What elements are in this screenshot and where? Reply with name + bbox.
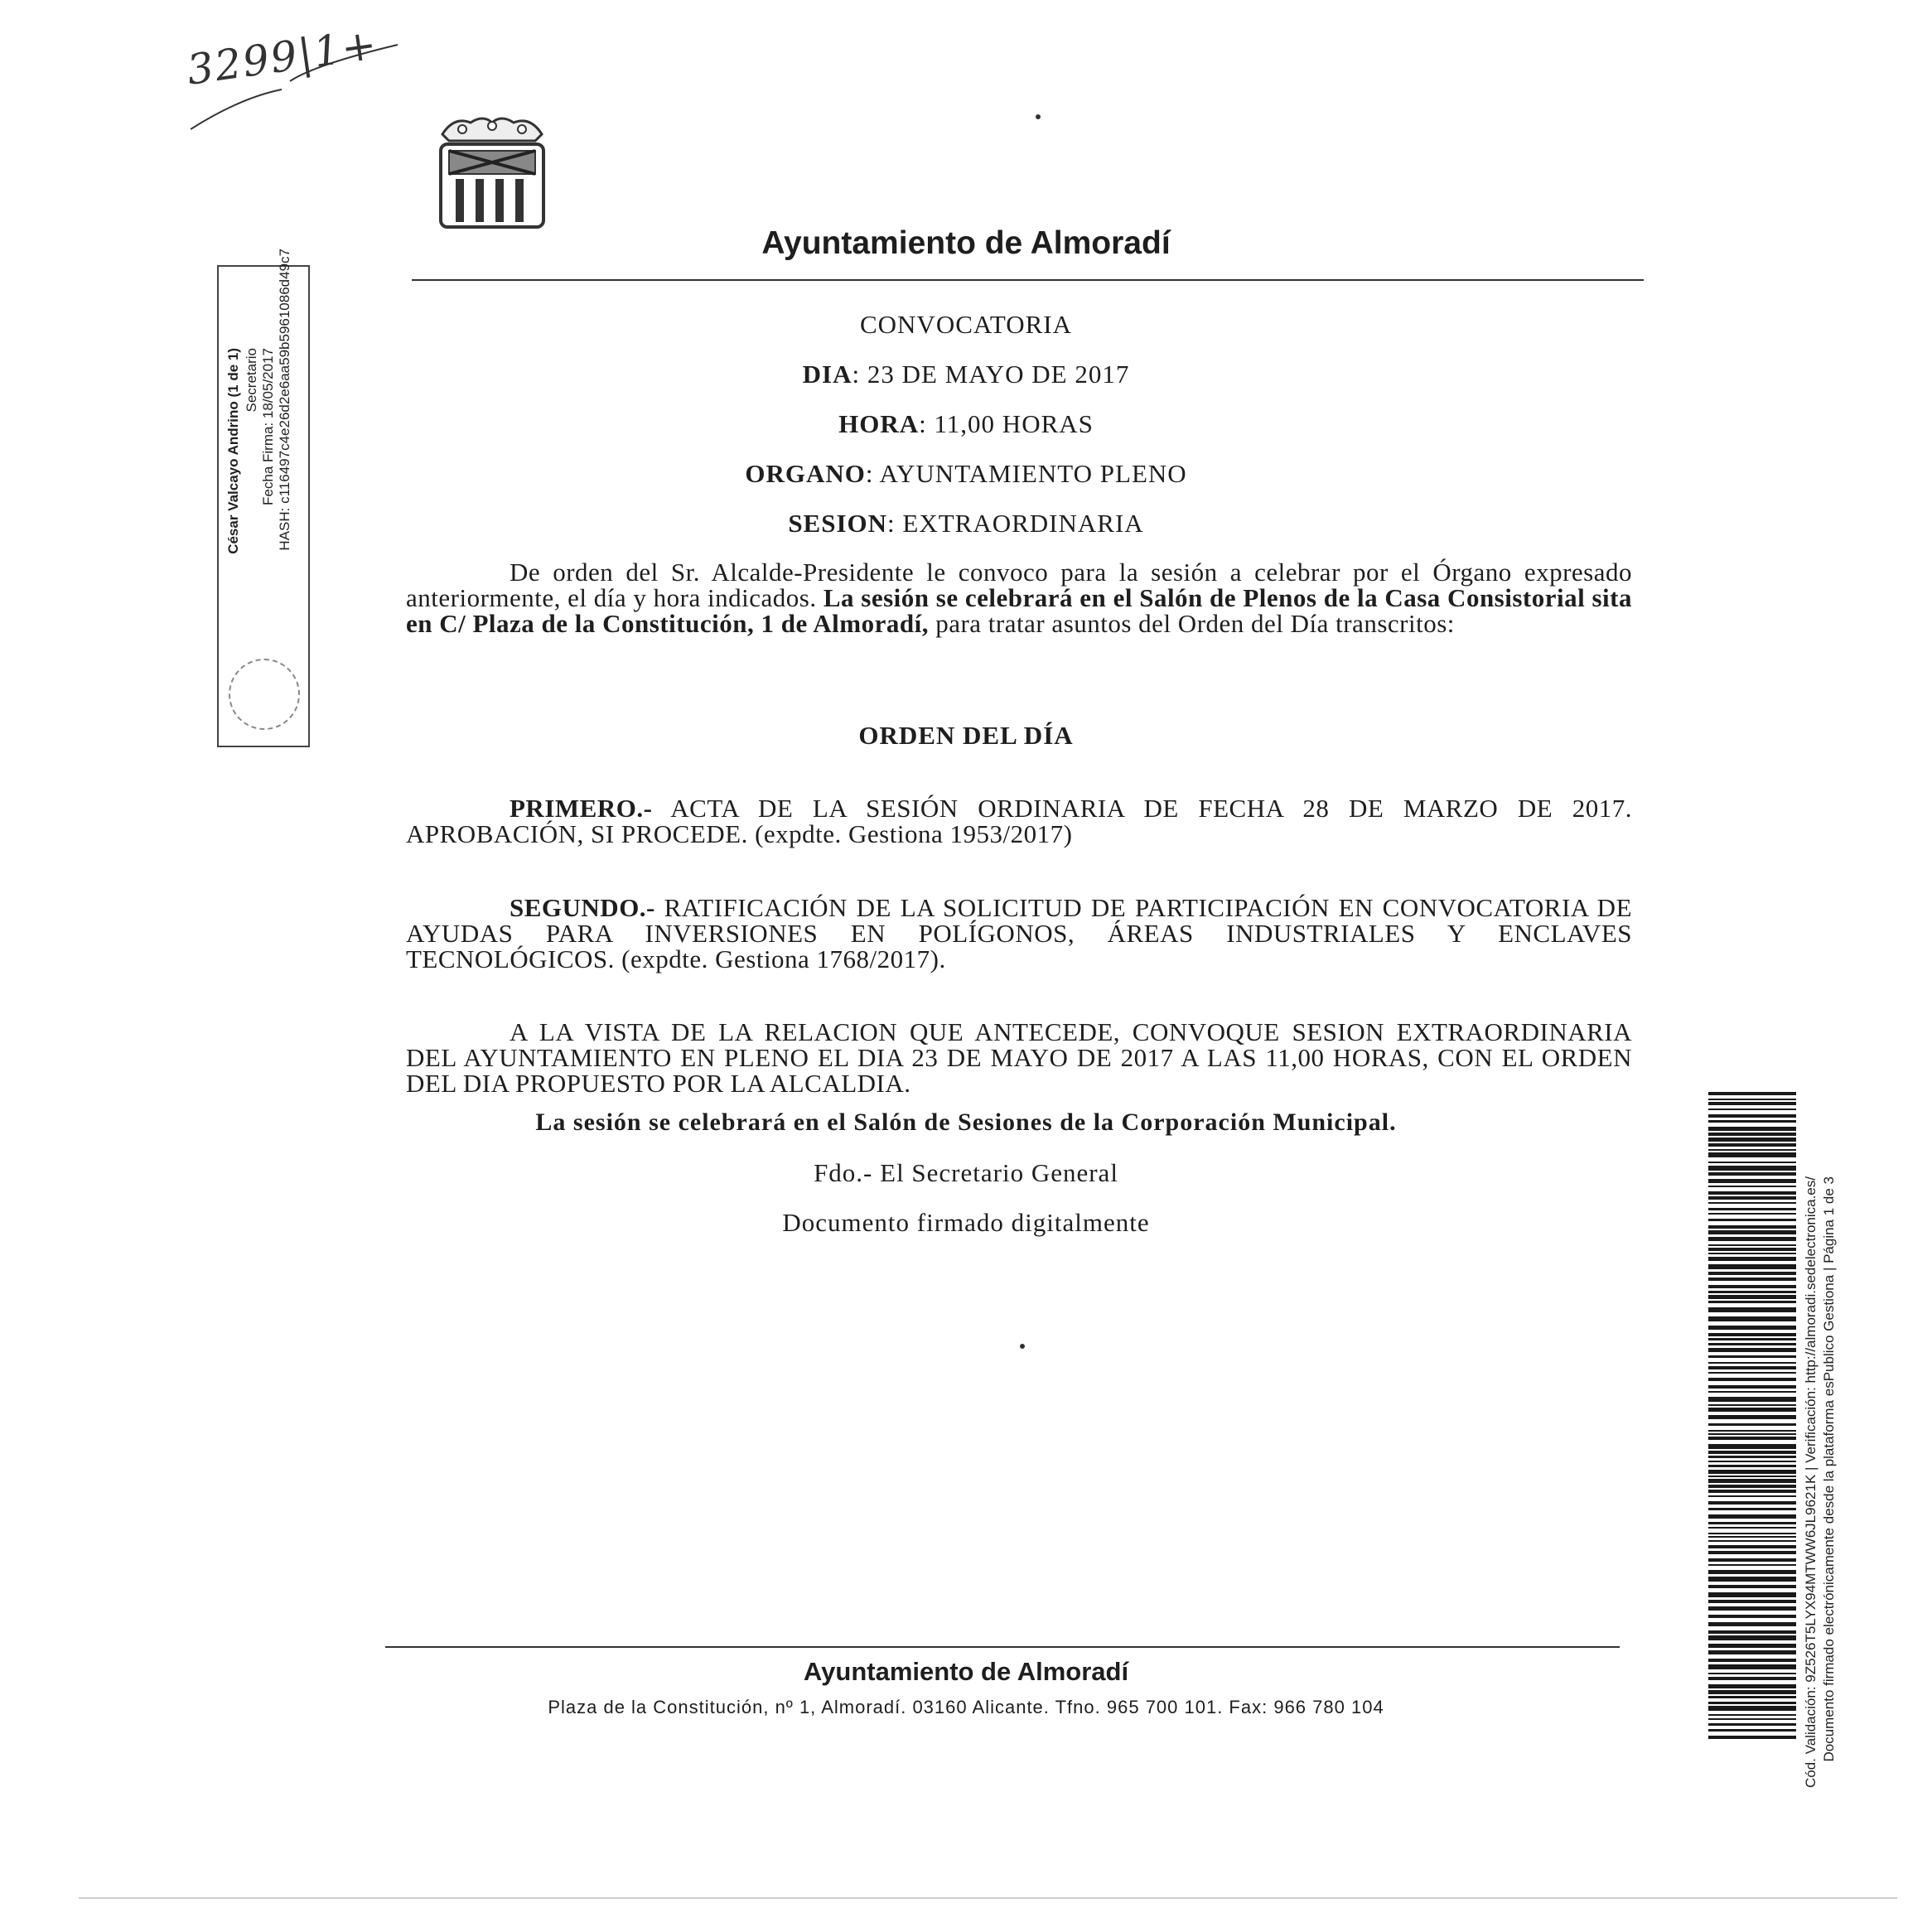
barcode-bar: [1708, 1430, 1796, 1432]
barcode-bar: [1708, 1729, 1796, 1732]
barcode-bar: [1708, 1137, 1796, 1142]
barcode-bar: [1708, 1585, 1796, 1588]
barcode-bar: [1708, 1248, 1796, 1251]
barcode-bar: [1708, 1385, 1796, 1389]
seal-icon: [229, 659, 300, 730]
scan-edge-line: [79, 1897, 1897, 1899]
barcode-bar: [1708, 1451, 1796, 1454]
item-label: PRIMERO.-: [510, 794, 653, 823]
barcode-bar: [1708, 1522, 1796, 1524]
barcode-bar: [1708, 1343, 1796, 1345]
barcode-bar: [1708, 1102, 1796, 1105]
barcode-bar: [1708, 1285, 1796, 1288]
organo-value: : AYUNTAMIENTO PLENO: [865, 459, 1187, 488]
handwritten-annotation: 3299|1+: [184, 20, 381, 94]
barcode-bar: [1708, 1333, 1796, 1336]
barcode-bar: [1708, 1533, 1796, 1534]
barcode-bar: [1708, 1166, 1796, 1171]
barcode-bar: [1708, 1301, 1796, 1303]
barcode-bar: [1708, 1570, 1796, 1574]
hora-line: [0, 409, 1932, 439]
barcode-bar: [1708, 1415, 1796, 1419]
barcode-bar: [1708, 1404, 1796, 1406]
intro-paragraph: [406, 559, 1632, 636]
hora-value: : 11,00 HORAS: [919, 409, 1094, 438]
barcode-bar: [1708, 1143, 1796, 1147]
barcode-bar: [1708, 1099, 1796, 1100]
barcode-bar: [1708, 1456, 1796, 1458]
barcode-bar: [1708, 1600, 1796, 1603]
item-text: RATIFICACIÓN DE LA SOLICITUD DE PARTICIPACIÓN EN CONVOCATORIA DE AYUDAS PARA INVERSIONES EN POLÍGONOS, ÁREAS INDUSTRIALES Y ENCLAVES TECNOLÓGICOS. (expdte. Gestiona 1768/2017).: [406, 893, 1632, 973]
barcode-bar: [1708, 1213, 1796, 1215]
barcode-bar: [1708, 1485, 1796, 1488]
barcode-bar: [1708, 1650, 1796, 1654]
footer-address: Plaza de la Constitución, nº 1, Almoradí. 03160 Alicante. Tfno. 965 700 101. Fax: 966 780 104: [548, 1697, 1384, 1717]
barcode-bar: [1708, 1127, 1796, 1131]
convocatoria-heading: CONVOCATORIA: [859, 310, 1072, 339]
orden-item: [406, 895, 1632, 972]
sesion-line: [0, 509, 1932, 539]
barcode-bar: [1708, 1191, 1796, 1195]
barcode-bar: [1708, 1362, 1796, 1364]
barcode-bar: [1708, 1295, 1796, 1299]
barcode-bar: [1708, 1366, 1796, 1369]
barcode-bar: [1708, 1278, 1796, 1281]
header-divider: [412, 279, 1644, 281]
intro-text-end: para tratar asuntos del Orden del Día transcritos:: [928, 609, 1455, 638]
intro-bold: La sesión se celebrará en el Salón de Plenos de la Casa Consistorial sita en C/ Plaza de la Constitución, 1 de Almoradí,: [406, 583, 1632, 638]
intro-text: De orden del Sr. Alcalde-Presidente le convoco para la sesión a celebrar por el Órgano expresado anteriormente, el día y hora indicados.: [406, 558, 1632, 612]
barcode-bar: [1708, 1257, 1796, 1261]
barcode-bar: [1708, 1540, 1796, 1542]
barcode-bar: [1708, 1690, 1796, 1694]
barcode-bar: [1708, 1397, 1796, 1402]
barcode-bar: [1708, 1348, 1796, 1352]
footer-divider: [385, 1646, 1620, 1648]
orden-heading: ORDEN DEL DÍA: [858, 721, 1074, 750]
barcode-bar: [1708, 1461, 1796, 1462]
signature-date: Fecha Firma: 18/05/2017: [260, 348, 276, 505]
barcode-bar: [1708, 1152, 1796, 1157]
signer-role: Secretario: [244, 348, 259, 413]
barcode-bar: [1708, 1622, 1796, 1626]
barcode-bar: [1708, 1338, 1796, 1340]
handwritten-stroke: [191, 40, 406, 131]
barcode-bar: [1708, 1219, 1796, 1221]
barcode-bar: [1708, 1120, 1796, 1123]
barcode-bar: [1708, 1202, 1796, 1204]
barcode-bar: [1708, 1208, 1796, 1210]
dia-value: : 23 DE MAYO DE 2017: [852, 360, 1130, 389]
closing-paragraph: A LA VISTA DE LA RELACION QUE ANTECEDE, CONVOQUE SESION EXTRAORDINARIA DEL AYUNTAMIENTO EN PLENO EL DIA 23 DE MAYO DE 2017 A LAS 11,00 HORAS, CON EL ORDEN DEL DIA PROPUESTO POR LA ALCALDIA.: [406, 1017, 1632, 1098]
barcode-bar: [1708, 1718, 1796, 1720]
coat-of-arms-icon: [437, 116, 547, 230]
barcode-bar: [1708, 1723, 1796, 1726]
barcode-bar: [1708, 1108, 1796, 1110]
barcode-bar: [1708, 1635, 1796, 1640]
signed-line: Documento firmado digitalmente: [782, 1208, 1150, 1237]
item-text: ACTA DE LA SESIÓN ORDINARIA DE FECHA 28 DE MARZO DE 2017. APROBACIÓN, SI PROCEDE. (expdte. Gestiona 1953/2017): [406, 794, 1632, 848]
barcode-bar: [1708, 1272, 1796, 1275]
barcode-bar: [1708, 1577, 1796, 1582]
barcode-bar: [1708, 1326, 1796, 1330]
dia-line: [0, 360, 1932, 389]
speck: [1036, 114, 1041, 119]
sesion-label: SESION: [788, 509, 888, 538]
barcode: [1708, 1092, 1796, 1740]
verification-platform: Documento firmado electrónicamente desde la plataforma esPublico Gestiona | Página 1 de 3: [1821, 1176, 1837, 1762]
organo-line: [0, 459, 1932, 489]
barcode-bar: [1708, 1508, 1796, 1510]
barcode-bar: [1708, 1291, 1796, 1293]
barcode-bar: [1708, 1444, 1796, 1449]
barcode-bar: [1708, 1479, 1796, 1483]
barcode-bar: [1708, 1545, 1796, 1548]
barcode-bar: [1708, 1644, 1796, 1648]
barcode-bar: [1708, 1133, 1796, 1136]
signature-text: [220, 249, 303, 646]
barcode-bar: [1708, 1476, 1796, 1477]
barcode-bar: [1708, 1592, 1796, 1597]
signature-hash: HASH: c116497c4e26d2e6aa59b5961086d49c7: [277, 249, 292, 551]
barcode-bar: [1708, 1378, 1796, 1381]
barcode-bar: [1708, 1736, 1796, 1739]
dia-label: DIA: [802, 360, 852, 389]
barcode-bar: [1708, 1355, 1796, 1358]
barcode-bar: [1708, 1501, 1796, 1505]
barcode-bar: [1708, 1536, 1796, 1538]
organo-label: ORGANO: [745, 459, 866, 488]
barcode-bar: [1708, 1316, 1796, 1321]
barcode-bar: [1708, 1237, 1796, 1241]
barcode-bar: [1708, 1558, 1796, 1562]
barcode-bar: [1708, 1253, 1796, 1254]
barcode-bar: [1708, 1527, 1796, 1529]
signer-name: César Valcayo Andrino (1 de 1): [225, 348, 241, 554]
hora-label: HORA: [838, 409, 920, 438]
barcode-bar: [1708, 1372, 1796, 1374]
barcode-bar: [1708, 1437, 1796, 1440]
orden-item: [406, 795, 1632, 847]
barcode-bar: [1708, 1564, 1796, 1566]
barcode-bar: [1708, 1149, 1796, 1151]
barcode-bar: [1708, 1495, 1796, 1497]
barcode-bar: [1708, 1230, 1796, 1234]
verification-code: Cód. Validación: 9Z526T5LYX94MTWW6JL9621K | Verificación: http://almoradi.sedelectronica.es/: [1803, 1176, 1818, 1788]
barcode-bar: [1708, 1114, 1796, 1118]
barcode-bar: [1708, 1092, 1796, 1095]
barcode-bar: [1708, 1162, 1796, 1163]
barcode-bar: [1708, 1225, 1796, 1229]
barcode-bar: [1708, 1391, 1796, 1393]
barcode-bar: [1708, 1470, 1796, 1474]
footer-title: Ayuntamiento de Almoradí: [803, 1657, 1129, 1686]
barcode-bar: [1708, 1630, 1796, 1634]
barcode-bar: [1708, 1490, 1796, 1493]
item-label: SEGUNDO.-: [510, 893, 655, 922]
barcode-bar: [1708, 1244, 1796, 1246]
sesion-value: : EXTRAORDINARIA: [887, 509, 1144, 538]
barcode-bar: [1708, 1196, 1796, 1200]
barcode-bar: [1708, 1551, 1796, 1554]
closing-bold-line: La sesión se celebrará en el Salón de Sesiones de la Corporación Municipal.: [535, 1108, 1397, 1136]
barcode-bar: [1708, 1186, 1796, 1187]
barcode-bar: [1708, 1179, 1796, 1183]
barcode-bar: [1708, 1423, 1796, 1426]
barcode-bar: [1708, 1264, 1796, 1269]
speck: [1020, 1344, 1025, 1349]
barcode-bar: [1708, 1172, 1796, 1176]
header-title: Ayuntamiento de Almoradí: [761, 225, 1171, 261]
barcode-bar: [1708, 1514, 1796, 1519]
barcode-bar: [1708, 1615, 1796, 1618]
barcode-bar: [1708, 1433, 1796, 1435]
barcode-bar: [1708, 1408, 1796, 1412]
barcode-bar: [1708, 1606, 1796, 1611]
signer-line: Fdo.- El Secretario General: [814, 1158, 1118, 1187]
barcode-bar: [1708, 1465, 1796, 1467]
barcode-bar: [1708, 1307, 1796, 1312]
